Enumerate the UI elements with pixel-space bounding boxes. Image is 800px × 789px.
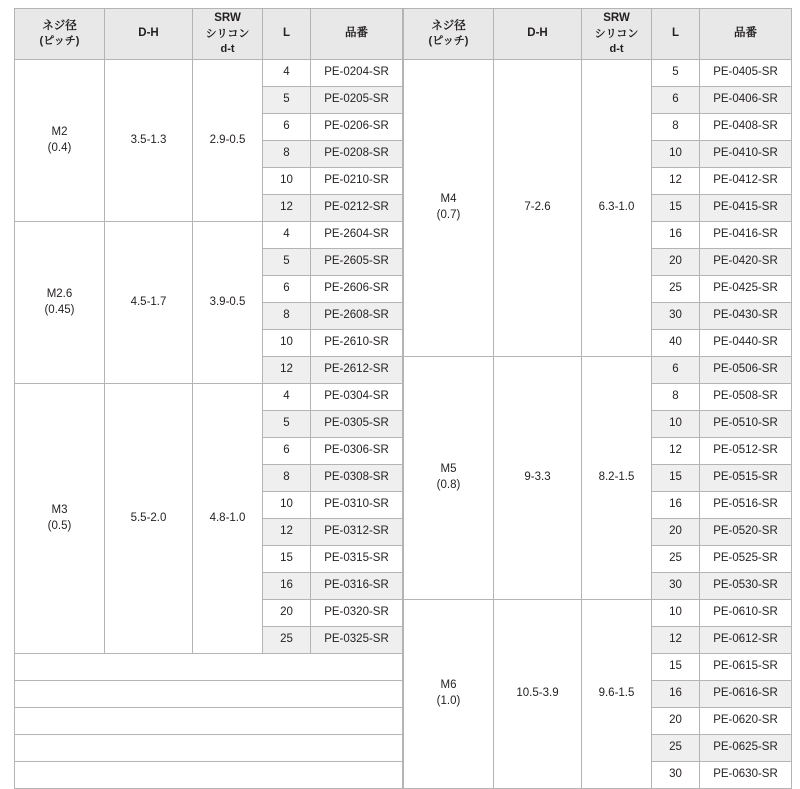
cell-part-number: PE-0625-SR <box>700 735 792 762</box>
cell-part-number: PE-0516-SR <box>700 492 792 519</box>
cell-part-number: PE-0320-SR <box>311 600 403 627</box>
cell-length: 10 <box>652 411 700 438</box>
cell-part-number: PE-0325-SR <box>311 627 403 654</box>
table-row <box>404 600 792 627</box>
cell-length: 5 <box>263 249 311 276</box>
cell-length: 30 <box>652 762 700 789</box>
cell-screw-diameter <box>15 60 105 222</box>
cell-part-number: PE-0212-SR <box>311 195 403 222</box>
cell-length: 20 <box>652 519 700 546</box>
cell-screw-diameter <box>404 600 494 789</box>
cell-length: 40 <box>652 330 700 357</box>
screw-pitch: (0.4) <box>47 141 72 154</box>
cell-part-number: PE-0406-SR <box>700 87 792 114</box>
cell-part-number: PE-0508-SR <box>700 384 792 411</box>
cell-length: 6 <box>652 87 700 114</box>
header-srw-dt: d-t <box>609 42 624 55</box>
cell-length: 4 <box>263 60 311 87</box>
table-body-left <box>15 60 403 789</box>
table-row-empty <box>15 762 403 789</box>
cell-part-number: PE-0412-SR <box>700 168 792 195</box>
table-row-empty <box>15 708 403 735</box>
cell-part-number: PE-0430-SR <box>700 303 792 330</box>
cell-part-number: PE-0610-SR <box>700 600 792 627</box>
cell-dh-value: 4.5-1.7 <box>105 222 193 384</box>
cell-part-number: PE-0416-SR <box>700 222 792 249</box>
table-row <box>404 60 792 87</box>
cell-part-number: PE-2606-SR <box>311 276 403 303</box>
header-part-number: 品番 <box>700 9 792 60</box>
cell-length: 12 <box>263 195 311 222</box>
header-length: L <box>263 9 311 60</box>
cell-srw-value: 6.3-1.0 <box>582 60 652 357</box>
cell-length: 12 <box>652 168 700 195</box>
table-row <box>15 384 403 411</box>
cell-length: 10 <box>652 600 700 627</box>
cell-part-number: PE-2604-SR <box>311 222 403 249</box>
cell-part-number: PE-0512-SR <box>700 438 792 465</box>
cell-screw-diameter <box>15 222 105 384</box>
header-screw-diameter <box>404 9 494 60</box>
spec-table-left <box>14 8 403 789</box>
cell-empty <box>15 654 403 681</box>
header-srw-dt: d-t <box>220 42 235 55</box>
cell-part-number: PE-0440-SR <box>700 330 792 357</box>
cell-part-number: PE-0616-SR <box>700 681 792 708</box>
cell-length: 4 <box>263 222 311 249</box>
cell-part-number: PE-0520-SR <box>700 519 792 546</box>
screw-pitch: (0.8) <box>436 479 461 491</box>
cell-part-number: PE-0620-SR <box>700 708 792 735</box>
cell-length: 8 <box>263 465 311 492</box>
cell-part-number: PE-0210-SR <box>311 168 403 195</box>
cell-length: 20 <box>652 708 700 735</box>
cell-part-number: PE-0525-SR <box>700 546 792 573</box>
cell-length: 5 <box>263 87 311 114</box>
header-srw <box>582 9 652 60</box>
cell-length: 12 <box>263 519 311 546</box>
screw-pitch: (0.7) <box>436 209 461 221</box>
cell-srw-value: 9.6-1.5 <box>582 600 652 789</box>
cell-part-number: PE-0530-SR <box>700 573 792 600</box>
cell-part-number: PE-0612-SR <box>700 627 792 654</box>
cell-part-number: PE-0615-SR <box>700 654 792 681</box>
header-screw-pitch: (ピッチ) <box>428 35 469 48</box>
header-srw <box>193 9 263 60</box>
screw-size: M2 <box>51 125 68 138</box>
cell-part-number: PE-0315-SR <box>311 546 403 573</box>
header-part-number: 品番 <box>311 9 403 60</box>
cell-part-number: PE-0306-SR <box>311 438 403 465</box>
cell-part-number: PE-0420-SR <box>700 249 792 276</box>
cell-length: 4 <box>263 384 311 411</box>
screw-size: M3 <box>51 503 68 516</box>
cell-length: 25 <box>652 546 700 573</box>
cell-length: 10 <box>263 330 311 357</box>
cell-part-number: PE-0312-SR <box>311 519 403 546</box>
cell-length: 16 <box>263 573 311 600</box>
cell-length: 25 <box>652 276 700 303</box>
cell-part-number: PE-0208-SR <box>311 141 403 168</box>
cell-length: 25 <box>652 735 700 762</box>
table-body-right <box>404 60 792 789</box>
cell-part-number: PE-2610-SR <box>311 330 403 357</box>
cell-length: 10 <box>263 168 311 195</box>
header-srw-silicone: シリコン <box>594 27 639 40</box>
cell-length: 15 <box>652 654 700 681</box>
cell-dh-value: 10.5-3.9 <box>494 600 582 789</box>
cell-length: 12 <box>652 627 700 654</box>
table-row <box>404 357 792 384</box>
cell-empty <box>15 681 403 708</box>
table-row-empty <box>15 681 403 708</box>
cell-part-number: PE-0204-SR <box>311 60 403 87</box>
cell-dh-value: 9-3.3 <box>494 357 582 600</box>
cell-part-number: PE-0506-SR <box>700 357 792 384</box>
cell-screw-diameter <box>404 357 494 600</box>
cell-part-number: PE-0305-SR <box>311 411 403 438</box>
screw-size: M4 <box>440 193 457 206</box>
cell-length: 25 <box>263 627 311 654</box>
cell-srw-value: 4.8-1.0 <box>193 384 263 654</box>
cell-dh-value: 3.5-1.3 <box>105 60 193 222</box>
table-row <box>15 60 403 87</box>
cell-part-number: PE-0310-SR <box>311 492 403 519</box>
cell-part-number: PE-0410-SR <box>700 141 792 168</box>
cell-length: 30 <box>652 573 700 600</box>
cell-part-number: PE-2605-SR <box>311 249 403 276</box>
cell-empty <box>15 708 403 735</box>
header-row <box>15 9 403 60</box>
header-screw-main: ネジ径 <box>431 19 466 32</box>
cell-length: 8 <box>263 141 311 168</box>
cell-length: 20 <box>652 249 700 276</box>
header-srw-silicone: シリコン <box>205 27 250 40</box>
cell-length: 30 <box>652 303 700 330</box>
cell-length: 6 <box>652 357 700 384</box>
cell-length: 10 <box>263 492 311 519</box>
cell-part-number: PE-0630-SR <box>700 762 792 789</box>
screw-size: M2.6 <box>46 287 73 300</box>
table-row-empty <box>15 735 403 762</box>
screw-pitch: (0.45) <box>44 303 75 316</box>
cell-length: 16 <box>652 222 700 249</box>
cell-length: 5 <box>263 411 311 438</box>
header-screw-main: ネジ径 <box>42 19 77 32</box>
screw-pitch: (1.0) <box>436 695 461 707</box>
cell-length: 6 <box>263 114 311 141</box>
cell-part-number: PE-2608-SR <box>311 303 403 330</box>
screw-size: M5 <box>440 463 457 476</box>
cell-length: 8 <box>263 303 311 330</box>
header-row <box>404 9 792 60</box>
cell-empty <box>15 735 403 762</box>
cell-length: 12 <box>652 438 700 465</box>
spec-table-right <box>403 8 792 789</box>
cell-srw-value: 3.9-0.5 <box>193 222 263 384</box>
screw-pitch: (0.5) <box>47 519 72 532</box>
cell-length: 20 <box>263 600 311 627</box>
cell-length: 6 <box>263 276 311 303</box>
cell-length: 16 <box>652 492 700 519</box>
cell-srw-value: 2.9-0.5 <box>193 60 263 222</box>
cell-length: 15 <box>652 195 700 222</box>
header-screw-diameter <box>15 9 105 60</box>
table-header-left <box>15 9 403 60</box>
cell-part-number: PE-0425-SR <box>700 276 792 303</box>
cell-dh-value: 7-2.6 <box>494 60 582 357</box>
cell-part-number: PE-0510-SR <box>700 411 792 438</box>
cell-srw-value: 8.2-1.5 <box>582 357 652 600</box>
cell-part-number: PE-0206-SR <box>311 114 403 141</box>
cell-length: 15 <box>652 465 700 492</box>
cell-length: 5 <box>652 60 700 87</box>
cell-screw-diameter <box>404 60 494 357</box>
cell-length: 6 <box>263 438 311 465</box>
cell-part-number: PE-0308-SR <box>311 465 403 492</box>
cell-part-number: PE-2612-SR <box>311 357 403 384</box>
cell-length: 10 <box>652 141 700 168</box>
screw-size: M6 <box>440 679 457 692</box>
table-row-empty <box>15 654 403 681</box>
cell-part-number: PE-0408-SR <box>700 114 792 141</box>
cell-part-number: PE-0316-SR <box>311 573 403 600</box>
cell-length: 12 <box>263 357 311 384</box>
cell-part-number: PE-0205-SR <box>311 87 403 114</box>
cell-part-number: PE-0304-SR <box>311 384 403 411</box>
header-dh: D-H <box>105 9 193 60</box>
cell-screw-diameter <box>15 384 105 654</box>
header-srw-main: SRW <box>214 12 241 25</box>
header-screw-pitch: (ピッチ) <box>39 35 80 48</box>
table-row <box>15 222 403 249</box>
cell-dh-value: 5.5-2.0 <box>105 384 193 654</box>
cell-length: 16 <box>652 681 700 708</box>
cell-length: 8 <box>652 114 700 141</box>
header-srw-main: SRW <box>603 12 630 25</box>
table-header-right <box>404 9 792 60</box>
header-dh: D-H <box>494 9 582 60</box>
header-length: L <box>652 9 700 60</box>
cell-length: 15 <box>263 546 311 573</box>
cell-part-number: PE-0515-SR <box>700 465 792 492</box>
cell-part-number: PE-0415-SR <box>700 195 792 222</box>
cell-part-number: PE-0405-SR <box>700 60 792 87</box>
cell-empty <box>15 762 403 789</box>
cell-length: 8 <box>652 384 700 411</box>
